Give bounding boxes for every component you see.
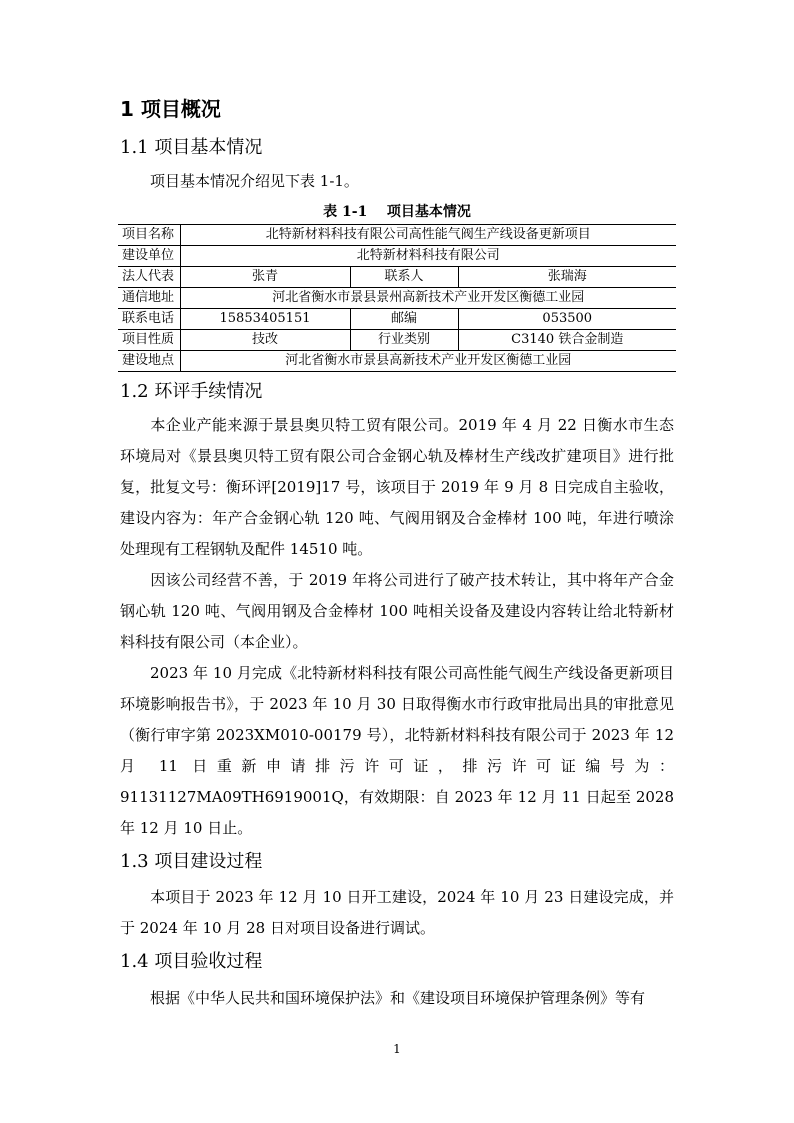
table-cell-label: 行业类别 bbox=[350, 330, 458, 351]
paragraph-text: 根据《中华人民共和国环境保护法》和《建设项目环境保护管理条例》等有 bbox=[150, 989, 646, 1007]
table-cell-value: 张瑞海 bbox=[458, 267, 676, 288]
table-cell-value: 053500 bbox=[458, 309, 676, 330]
table-cell-value: 北特新材料科技有限公司 bbox=[180, 246, 676, 267]
page-number: 1 bbox=[393, 1042, 401, 1056]
section-heading-1-1: 1.1 项目基本情况 bbox=[120, 137, 263, 158]
table-cell-label: 通信地址 bbox=[118, 288, 180, 309]
table-row bbox=[118, 330, 676, 351]
table-row bbox=[118, 309, 676, 330]
table-caption: 表 1-1 项目基本情况 bbox=[323, 204, 471, 220]
table-cell-label: 法人代表 bbox=[118, 267, 180, 288]
paragraph bbox=[120, 658, 674, 844]
table-cell-value: 张青 bbox=[180, 267, 350, 288]
paragraph-text: 本企业产能来源于景县奥贝特工贸有限公司。2019 年 4 月 22 日衡水市生态环境局对《景县奥贝特工贸有限公司合金钢心轨及棒材生产线改扩建项目》进行批复，批复文号：衡环评[2019]17 号，该项目于 2019 年 9 月 8 日完成自主验收，建设内容为：年产合金钢心轨 120 吨、气阀用钢及合金棒材 100 吨，年进行喷涂处理现有工程钢轨及配件 14510 吨。 bbox=[120, 416, 674, 558]
paragraph bbox=[120, 410, 674, 565]
table-cell-label: 建设单位 bbox=[118, 246, 180, 267]
table-cell-label: 邮编 bbox=[350, 309, 458, 330]
section-heading-1: 1 项目概况 bbox=[120, 97, 221, 121]
table-cell-value: 技改 bbox=[180, 330, 350, 351]
paragraph bbox=[120, 983, 674, 1014]
table-cell-label: 项目名称 bbox=[118, 225, 180, 246]
table-cell-label: 建设地点 bbox=[118, 351, 180, 372]
paragraph-text: 因该公司经营不善，于 2019 年将公司进行了破产技术转让，其中将年产合金钢心轨 120 吨、气阀用钢及合金棒材 100 吨相关设备及建设内容转让给北特新材料科技有限公司（本企业）。 bbox=[120, 571, 674, 651]
table-cell-label: 联系电话 bbox=[118, 309, 180, 330]
table-row bbox=[118, 225, 676, 246]
table-cell-value: 河北省衡水市景县高新技术产业开发区衡德工业园 bbox=[180, 351, 676, 372]
section-heading-1-4: 1.4 项目验收过程 bbox=[120, 951, 263, 972]
table-cell-value: 河北省衡水市景县景州高新技术产业开发区衡德工业园 bbox=[180, 288, 676, 309]
table-row bbox=[118, 267, 676, 288]
section-heading-1-2: 1.2 环评手续情况 bbox=[120, 381, 263, 402]
section-heading-1-3: 1.3 项目建设过程 bbox=[120, 851, 263, 872]
paragraph-text: 2023 年 10 月完成《北特新材料科技有限公司高性能气阀生产线设备更新项目环境影响报告书》，于 2023 年 10 月 30 日取得衡水市行政审批局出具的审批意见（衡行审字第 2023XM010-00179 号），北特新材料科技有限公司于 2023 年 12 月 11 日重新申请排污许可证，排污许可证编号为：91131127MA09TH6919001Q，有效期限：自 2023 年 12 月 11 日起至 2028 年 12 月 10 日止。 bbox=[120, 664, 674, 837]
table-cell-value: C3140 铁合金制造 bbox=[458, 330, 676, 351]
table-row bbox=[118, 288, 676, 309]
table-cell-value: 北特新材料科技有限公司高性能气阀生产线设备更新项目 bbox=[180, 225, 676, 246]
paragraph bbox=[120, 882, 674, 944]
paragraph bbox=[120, 565, 674, 658]
project-info-table bbox=[118, 224, 676, 372]
table-cell-label: 联系人 bbox=[350, 267, 458, 288]
table-cell-value: 15853405151 bbox=[180, 309, 350, 330]
table-cell-label: 项目性质 bbox=[118, 330, 180, 351]
table-row bbox=[118, 351, 676, 372]
table-row bbox=[118, 246, 676, 267]
paragraph-text: 本项目于 2023 年 12 月 10 日开工建设，2024 年 10 月 23 日建设完成，并于 2024 年 10 月 28 日对项目设备进行调试。 bbox=[120, 888, 674, 937]
table-intro-text: 项目基本情况介绍见下表 1-1。 bbox=[150, 172, 359, 190]
